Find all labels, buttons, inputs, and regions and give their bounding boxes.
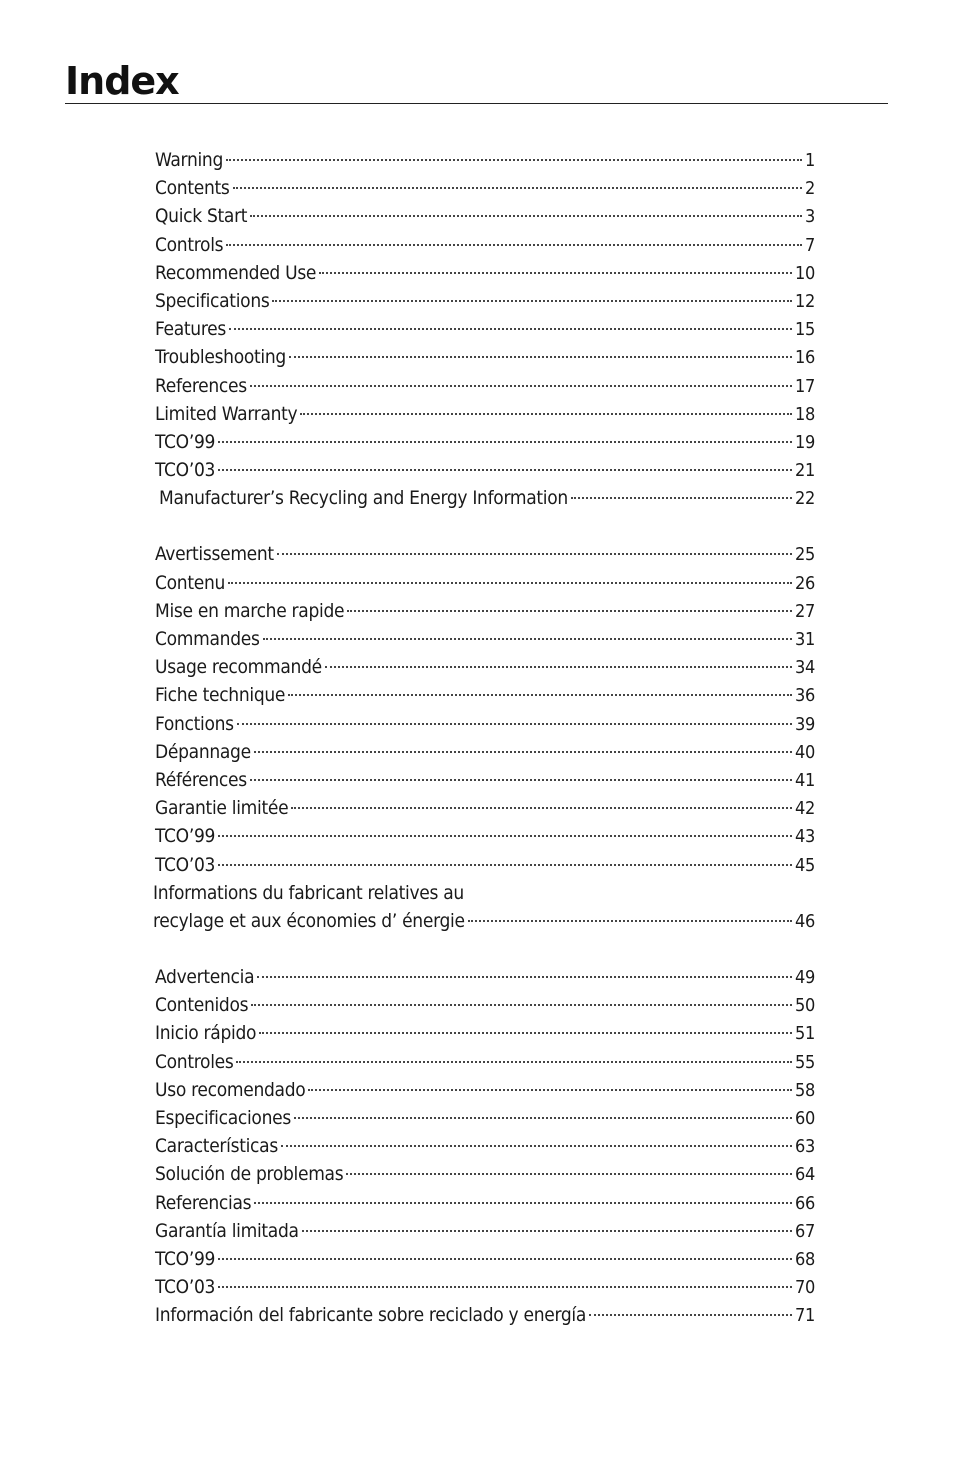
toc-entry (155, 540, 815, 568)
dot-leader (571, 497, 792, 499)
dot-leader (281, 1145, 792, 1147)
toc-entry (155, 1076, 815, 1104)
dot-leader (254, 1202, 792, 1204)
toc-entry (155, 625, 815, 653)
dot-leader (277, 553, 792, 555)
toc-entry-page-number: 45 (794, 854, 815, 876)
title-divider (65, 103, 888, 104)
dot-leader (229, 328, 792, 330)
toc-entry-label: Limited Warranty (155, 402, 298, 425)
page-title: Index (65, 59, 179, 103)
toc-entry-page-number: 18 (794, 403, 815, 425)
dot-leader (218, 441, 792, 443)
toc-entry-label: Información del fabricante sobre reciclado y energía (155, 1304, 587, 1327)
dot-leader (308, 1089, 792, 1091)
toc-entry-label: TCO’99 (155, 430, 216, 453)
toc-entry (155, 1245, 815, 1273)
toc-entry-label: Warning (155, 149, 224, 171)
toc-entry-page-number: 27 (794, 600, 815, 622)
toc-entry-page-number: 34 (794, 657, 815, 679)
toc-entry (155, 597, 815, 625)
toc-entry (155, 287, 815, 315)
toc-entry (155, 174, 815, 202)
toc-entry-label: Commandes (155, 628, 260, 650)
toc-entry (155, 484, 815, 512)
toc-entry (155, 1301, 815, 1329)
toc-entry-page-number: 25 (794, 544, 815, 566)
toc-entry (153, 907, 815, 935)
toc-entry (155, 1217, 815, 1245)
dot-leader (257, 976, 792, 978)
toc-entry-page-number: 12 (794, 290, 815, 312)
toc-entry (155, 1132, 815, 1160)
dot-leader (289, 356, 792, 358)
toc-entry (155, 822, 815, 850)
toc-entry (155, 259, 815, 287)
toc-entry-label: recylage et aux économies d’ énergie (153, 909, 465, 932)
toc-entry-label: Garantie limitée (155, 797, 289, 820)
dot-leader (226, 244, 802, 246)
toc-entry-page-number: 49 (794, 967, 815, 989)
toc-entry-label: Solución de problemas (155, 1163, 344, 1186)
toc-entry-label: Fonctions (155, 712, 234, 735)
dot-leader (300, 413, 792, 415)
toc-entry-page-number: 42 (794, 798, 815, 820)
dot-leader (218, 864, 792, 866)
toc-entry-label: Quick Start (155, 205, 248, 228)
dot-leader (319, 272, 792, 274)
toc-entry-label: Garantía limitada (155, 1219, 299, 1242)
toc-entry-page-number: 70 (794, 1277, 815, 1299)
toc-entry-page-number: 71 (794, 1305, 815, 1327)
toc-entry (155, 766, 815, 794)
dot-leader (259, 1032, 792, 1034)
toc-entry-page-number: 36 (794, 685, 815, 707)
toc-entry (155, 1104, 815, 1132)
toc-entry-page-number: 67 (794, 1220, 815, 1242)
toc-entry-label: Features (155, 318, 226, 341)
toc-entry-page-number: 15 (794, 319, 815, 341)
toc-entry-page-number: 41 (794, 769, 815, 791)
toc-entry-page-number: 31 (794, 629, 815, 650)
toc-entry-label: Controls (155, 233, 224, 256)
toc-entry (155, 1273, 815, 1301)
dot-leader (272, 300, 792, 302)
dot-leader (468, 920, 792, 922)
toc-entry-page-number: 19 (794, 431, 815, 453)
dot-leader (218, 1286, 792, 1288)
toc-entry (155, 372, 815, 400)
toc-entry (155, 231, 815, 259)
toc-entry-label: Dépannage (155, 740, 251, 763)
dot-leader (237, 723, 792, 725)
dot-leader (218, 469, 792, 471)
toc-entry-label: Fiche technique (155, 684, 286, 707)
toc-entry (155, 851, 815, 879)
toc-entry-page-number: 2 (804, 178, 815, 200)
dot-leader (218, 1258, 792, 1260)
toc-entry-page-number: 63 (794, 1136, 815, 1158)
toc-entry-page-number: 21 (794, 460, 815, 482)
dot-leader (254, 751, 792, 753)
toc-entry-page-number: 46 (794, 910, 815, 932)
toc-entry-page-number: 1 (804, 150, 815, 171)
dot-leader (250, 215, 802, 217)
toc-entry-label: Références (155, 768, 247, 791)
toc-entry-label: Advertencia (155, 966, 255, 989)
dot-leader (294, 1117, 792, 1119)
toc-entry (155, 1048, 815, 1076)
toc-entry-page-number: 22 (794, 488, 815, 510)
toc-entry-page-number: 68 (794, 1248, 815, 1270)
toc-entry-label: TCO’03 (155, 853, 216, 876)
toc-entry-page-number: 55 (794, 1051, 815, 1073)
toc-entry-page-number: 7 (804, 234, 815, 256)
toc-entry (155, 315, 815, 343)
table-of-contents (155, 146, 815, 1358)
toc-entry-label: TCO’99 (155, 1247, 216, 1270)
toc-entry (155, 1160, 815, 1188)
toc-entry-label: TCO’03 (155, 459, 216, 482)
toc-entry (155, 681, 815, 709)
toc-entry-label: Referencias (155, 1191, 252, 1214)
toc-entry-label: Uso recomendado (155, 1078, 306, 1101)
dot-leader (291, 807, 792, 809)
toc-entry (155, 710, 815, 738)
toc-entry-label: TCO’99 (155, 825, 216, 848)
toc-entry-label: Características (155, 1135, 278, 1158)
dot-leader (347, 610, 792, 612)
toc-entry (155, 400, 815, 428)
toc-entry-label: Mise en marche rapide (155, 599, 345, 622)
dot-leader (218, 835, 792, 837)
toc-entry-page-number: 66 (794, 1192, 815, 1214)
toc-section-spanish (155, 963, 815, 1329)
toc-entry-label: Manufacturer’s Recycling and Energy Information (159, 487, 568, 510)
toc-entry-label: References (155, 374, 247, 397)
toc-entry-label: Troubleshooting (155, 346, 286, 369)
toc-section-french (155, 540, 815, 935)
toc-entry-label: Contenu (155, 571, 226, 594)
toc-entry-label-line: Informations du fabricant relatives au (153, 881, 464, 904)
toc-entry-label: Recommended Use (155, 261, 317, 284)
toc-entry (155, 202, 815, 230)
toc-entry-page-number: 39 (794, 713, 815, 735)
toc-entry-label: TCO’03 (155, 1276, 216, 1299)
toc-entry-label: Contenidos (155, 994, 249, 1017)
dot-leader (263, 638, 792, 640)
toc-section-english (155, 146, 815, 512)
toc-entry (155, 428, 815, 456)
toc-entry-page-number: 17 (794, 375, 815, 397)
toc-entry-page-number: 16 (794, 347, 815, 369)
toc-entry-label: Specifications (155, 289, 270, 312)
toc-entry-label: Usage recommandé (155, 656, 322, 679)
toc-entry (155, 456, 815, 484)
toc-entry-page-number: 40 (794, 741, 815, 763)
dot-leader (302, 1230, 792, 1232)
dot-leader (325, 666, 792, 668)
dot-leader (233, 187, 802, 189)
dot-leader (251, 1004, 792, 1006)
toc-entry (155, 653, 815, 681)
toc-entry-page-number: 51 (794, 1023, 815, 1045)
toc-entry-page-number: 60 (794, 1108, 815, 1129)
toc-entry-label: Especificaciones (155, 1107, 291, 1129)
toc-entry (155, 963, 815, 991)
toc-entry (155, 1019, 815, 1047)
dot-leader (250, 779, 792, 781)
toc-entry-label: Contents (155, 177, 230, 200)
toc-entry-page-number: 3 (804, 206, 815, 228)
dot-leader (346, 1173, 792, 1175)
dot-leader (226, 159, 802, 161)
toc-entry (155, 343, 815, 371)
toc-entry-page-number: 43 (794, 826, 815, 848)
dot-leader (228, 582, 792, 584)
toc-entry-page-number: 50 (794, 995, 815, 1017)
dot-leader (288, 694, 792, 696)
toc-entry-label: Inicio rápido (155, 1022, 257, 1045)
toc-entry (155, 569, 815, 597)
toc-entry-page-number: 26 (794, 572, 815, 594)
toc-entry-label: Avertissement (155, 543, 274, 566)
toc-entry-page-number: 10 (794, 262, 815, 284)
toc-entry (155, 146, 815, 174)
toc-entry-label: Controles (155, 1050, 234, 1073)
dot-leader (250, 385, 792, 387)
toc-entry (155, 1189, 815, 1217)
dot-leader (589, 1314, 792, 1316)
toc-entry (155, 738, 815, 766)
toc-entry (155, 991, 815, 1019)
toc-entry-page-number: 64 (794, 1164, 815, 1186)
dot-leader (236, 1061, 792, 1063)
toc-entry (155, 794, 815, 822)
toc-entry-page-number: 58 (794, 1079, 815, 1101)
